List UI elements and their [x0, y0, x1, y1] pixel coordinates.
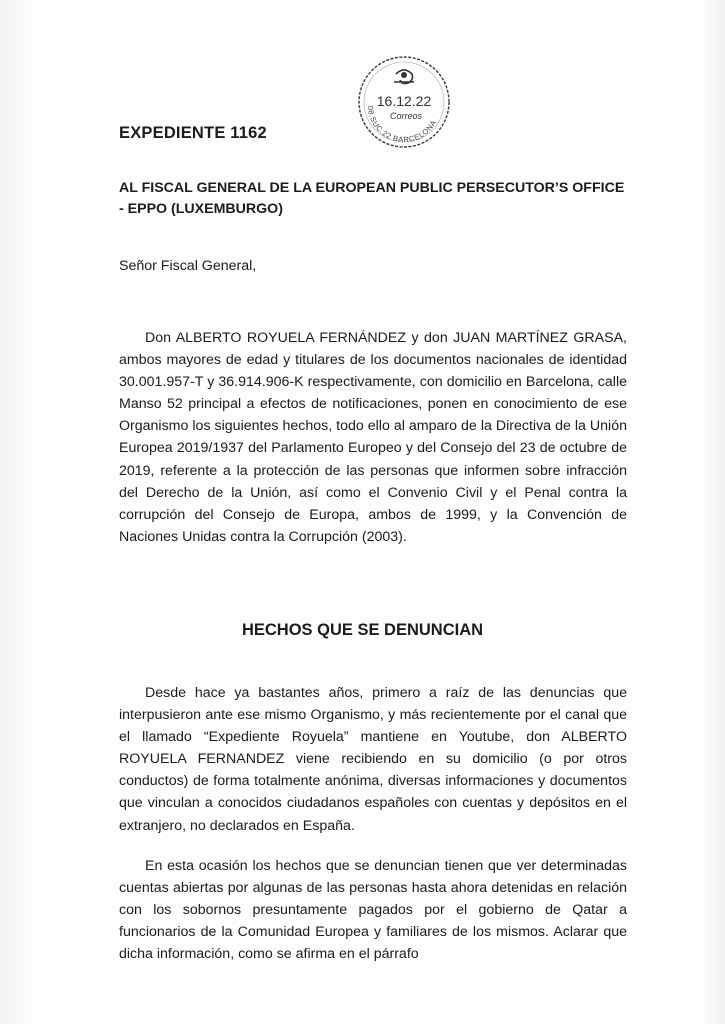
- stamp-date: 16.12.22: [376, 93, 432, 109]
- stamp-ring-text: 08.SUC.22 BARCELONA: [365, 105, 439, 145]
- paragraph-facts-2: En esta ocasión los hechos que se denuncian tienen que ver determinadas cuentas abiertas por algunas de las personas hasta ahora detenidas en relación con los sobornos presuntamente pagados por el gobierno de Qatar a funcionarios de la Comunidad Europea y familiares de los mismos. Aclarar que dicha información, como se afirma en el párrafo: [119, 858, 627, 963]
- stamp-service: Correos: [389, 111, 423, 121]
- salutation: Señor Fiscal General,: [119, 258, 257, 274]
- postal-stamp: [356, 54, 452, 150]
- section-title: HECHOS QUE SE DENUNCIAN: [241, 621, 484, 639]
- paragraph-intro: Don ALBERTO ROYUELA FERNÁNDEZ y don JUAN MARTÍNEZ GRASA, ambos mayores de edad y titulares de los documentos nacionales de identidad 30.001.957-T y 36.914.906-K respectivamente, con domicilio en Barcelona, calle Manso 52 principal a efectos de notificaciones, ponen en conocimiento de ese Organismo los siguientes hechos, todo ello al amparo de la Directiva de la Unión Europea 2019/1937 del Parlamento Europeo y del Consejo del 23 de octubre de 2019, referente a la protección de las personas que informen sobre infracción del Derecho de la Unión, así como el Convenio Civil y el Penal contra la corrupción del Consejo de Europa, ambos de 1999, y la Convención de Naciones Unidas contra la Corrupción (2003).: [119, 330, 627, 545]
- post-horn-icon: [394, 70, 414, 84]
- paragraph-facts-1: Desde hace ya bastantes años, primero a raíz de las denuncias que interpusieron ante ese mismo Organismo, y más recientemente por el canal que el llamado “Expediente Royuela” mantiene en Youtube, don ALBERTO ROYUELA FERNANDEZ viene recibiendo en su domicilio (o por otros conductos) de forma totalmente anónima, diversas informaciones y documentos que vinculan a conocidos ciudadanos españoles con cuentas y depósitos en el extranjero, no declarados en España.: [119, 685, 627, 834]
- postal-stamp-graphic: [356, 54, 452, 150]
- document-heading: EXPEDIENTE 1162: [119, 124, 267, 142]
- addressee: AL FISCAL GENERAL DE LA EUROPEAN PUBLIC PERSECUTOR’S OFFICE - EPPO (LUXEMBURGO): [119, 180, 625, 217]
